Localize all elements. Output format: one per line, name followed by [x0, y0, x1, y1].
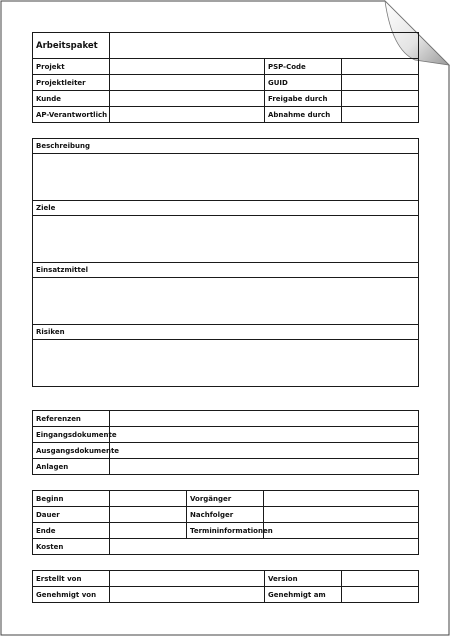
goals-label: Ziele	[33, 201, 419, 216]
ap-responsible-label: AP-Verantwortlich	[33, 107, 110, 123]
end-field[interactable]	[110, 523, 187, 539]
ap-responsible-field[interactable]	[110, 107, 265, 123]
project-label: Projekt	[33, 59, 110, 75]
psp-code-label: PSP-Code	[265, 59, 342, 75]
title-label: Arbeitspaket	[33, 33, 110, 59]
project-lead-label: Projektleiter	[33, 75, 110, 91]
duration-field[interactable]	[110, 507, 187, 523]
approved-by-field[interactable]	[110, 587, 265, 603]
project-lead-field[interactable]	[110, 75, 265, 91]
schedule-info-label: Termininformationen	[187, 523, 264, 539]
cost-field[interactable]	[110, 539, 419, 555]
guid-label: GUID	[265, 75, 342, 91]
acceptance-by-field[interactable]	[342, 107, 419, 123]
successor-field[interactable]	[264, 507, 419, 523]
resources-label: Einsatzmittel	[33, 263, 419, 278]
release-by-field[interactable]	[342, 91, 419, 107]
attachments-field[interactable]	[110, 459, 419, 475]
predecessor-field[interactable]	[264, 491, 419, 507]
risks-field[interactable]	[33, 340, 419, 387]
description-field[interactable]	[33, 154, 419, 201]
references-label: Referenzen	[33, 411, 110, 427]
version-field[interactable]	[342, 571, 419, 587]
cost-label: Kosten	[33, 539, 110, 555]
release-by-label: Freigabe durch	[265, 91, 342, 107]
output-documents-field[interactable]	[110, 443, 419, 459]
acceptance-by-label: Abnahme durch	[265, 107, 342, 123]
customer-field[interactable]	[110, 91, 265, 107]
input-documents-label: Eingangsdokumente	[33, 427, 110, 443]
documents-table	[32, 410, 419, 475]
customer-label: Kunde	[33, 91, 110, 107]
approved-on-field[interactable]	[342, 587, 419, 603]
start-field[interactable]	[110, 491, 187, 507]
schedule-table	[32, 490, 419, 555]
output-documents-label: Ausgangsdokumente	[33, 443, 110, 459]
psp-code-field[interactable]	[342, 59, 419, 75]
guid-field[interactable]	[342, 75, 419, 91]
start-label: Beginn	[33, 491, 110, 507]
description-label: Beschreibung	[33, 139, 419, 154]
successor-label: Nachfolger	[187, 507, 264, 523]
risks-label: Risiken	[33, 325, 419, 340]
project-field[interactable]	[110, 59, 265, 75]
approved-on-label: Genehmigt am	[265, 587, 342, 603]
approved-by-label: Genehmigt von	[33, 587, 110, 603]
goals-field[interactable]	[33, 216, 419, 263]
title-field[interactable]	[110, 33, 419, 59]
sections-table	[32, 138, 419, 387]
version-label: Version	[265, 571, 342, 587]
resources-field[interactable]	[33, 278, 419, 325]
input-documents-field[interactable]	[110, 427, 419, 443]
predecessor-label: Vorgänger	[187, 491, 264, 507]
references-field[interactable]	[110, 411, 419, 427]
approval-table	[32, 570, 419, 603]
duration-label: Dauer	[33, 507, 110, 523]
attachments-label: Anlagen	[33, 459, 110, 475]
header-table	[32, 32, 419, 123]
end-label: Ende	[33, 523, 110, 539]
created-by-field[interactable]	[110, 571, 265, 587]
schedule-info-field[interactable]	[264, 523, 419, 539]
created-by-label: Erstellt von	[33, 571, 110, 587]
